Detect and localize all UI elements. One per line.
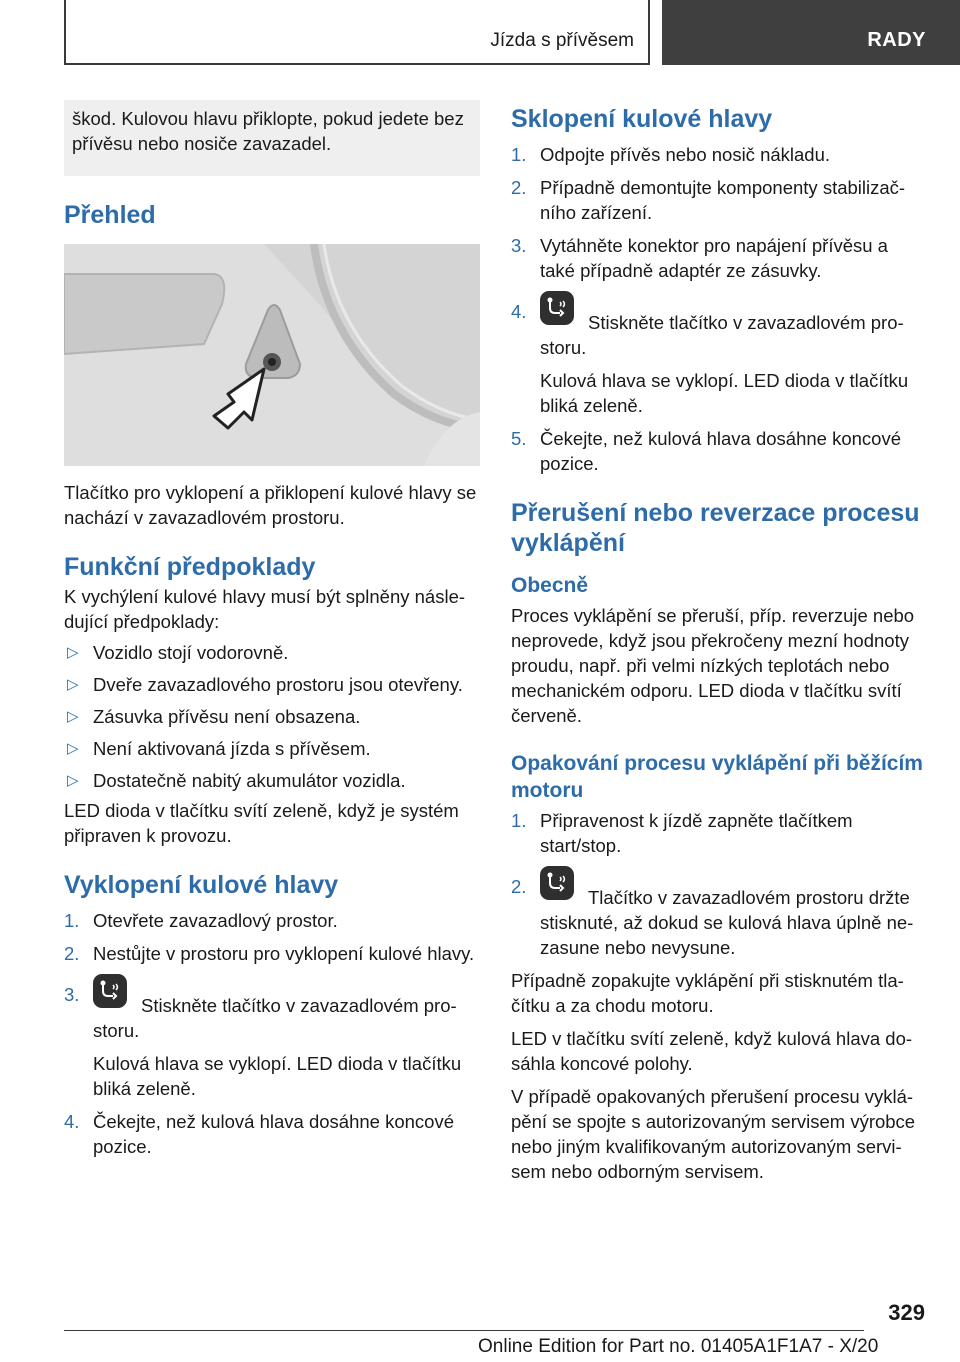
step-item: 2. Případně demontujte komponenty stabilizač‐ního zařízení.: [511, 177, 906, 223]
general-heading: Obecně: [511, 574, 589, 597]
step-item: 4. Stiskněte tlačítko v zavazadlovém pro‐storu. Kulová hlava se vyklopí. LED dioda v tlačítku bliká zeleně.: [511, 299, 927, 418]
chapter-tab-label: RADY: [867, 29, 926, 51]
step-item: 2. Tlačítko v zavazadlovém prostoru držte stisknuté, až dokud se kulová hlava úplně ne‐zasune nebo nevysune.: [511, 874, 927, 960]
triangle-bullet-icon: ▷: [67, 740, 79, 757]
tow-hitch-button-icon: [93, 974, 127, 1008]
tow-hitch-button-icon: [540, 291, 574, 325]
triangle-bullet-icon: ▷: [67, 772, 79, 789]
footer-divider: [64, 1330, 864, 1331]
step-item: 2. Nestůjte v prostoru pro vyklopení kulové hlavy.: [64, 943, 475, 964]
section-title-box: [64, 0, 650, 65]
step-item: 1. Otevřete zavazadlový prostor.: [64, 910, 338, 931]
unfold-heading: Vyklopení kulové hlavy: [64, 871, 339, 899]
prereq-intro: K vychýlení kulové hlavy musí být splněny násle‐dující předpoklady:: [64, 586, 466, 632]
list-item: ▷ Zásuvka přívěsu není obsazena.: [67, 706, 361, 727]
right-column: [511, 100, 927, 1184]
triangle-bullet-icon: ▷: [67, 644, 79, 661]
figure-caption: Tlačítko pro vyklopení a přiklopení kulové hlavy se nachází v zavazadlovém prostoru.: [64, 482, 477, 528]
repeat-p3: V případě opakovaných přerušení procesu vyklá‐pění se spojte s autorizovaným servisem výrobce nebo jiným kvalifikovaným autorizovaným servi‐sem nebo odborným servisem.: [511, 1086, 916, 1182]
continued-note-text: škod. Kulovou hlavu přiklopte, pokud jedete bez přívěsu nebo nosiče zavazadel.: [72, 108, 464, 154]
list-item: ▷ Dostatečně nabitý akumulátor vozidla.: [67, 770, 406, 791]
step-item: 3. Vytáhněte konektor pro napájení přívěsu a také případně adaptér ze zásuvky.: [511, 235, 888, 281]
prereq-list: [64, 640, 480, 793]
step-item: 4. Čekejte, než kulová hlava dosáhne koncové pozice.: [64, 1111, 454, 1157]
trunk-illustration: [64, 244, 480, 466]
page-header: [0, 0, 960, 66]
repeat-p2: LED v tlačítku svítí zeleně, když kulová hlava do‐sáhla koncové polohy.: [511, 1028, 913, 1074]
list-item: ▷ Není aktivovaná jízda s přívěsem.: [67, 738, 371, 759]
unfold-steps: [64, 908, 480, 1159]
triangle-bullet-icon: ▷: [67, 708, 79, 725]
edition-note: Online Edition for Part no. 01405A1F1A7 - X/20: [478, 1336, 879, 1357]
section-title: Jízda s přívěsem: [490, 30, 634, 51]
page-number: 329: [888, 1300, 925, 1325]
chapter-tab: [662, 0, 960, 65]
list-item: ▷ Vozidlo stojí vodorovně.: [67, 642, 289, 663]
triangle-bullet-icon: ▷: [67, 676, 79, 693]
prereq-note: LED dioda v tlačítku svítí zeleně, když je systém připraven k provozu.: [64, 800, 459, 846]
list-item: ▷ Dveře zavazadlového prostoru jsou otevřeny.: [67, 674, 463, 695]
repeat-p1: Případně zopakujte vyklápění při stisknutém tla‐čítku a za chodu motoru.: [511, 970, 904, 1016]
general-text: Proces vyklápění se přeruší, příp. reverzuje nebo neprovede, když jsou překročeny mezní hodnoty proudu, např. při velmi nízkých teplotách nebo mechanickém odporu. LED dioda v tlačítku svítí červeně.: [511, 605, 915, 726]
fold-steps: [511, 142, 927, 476]
fold-heading: Sklopení kulové hlavy: [511, 105, 773, 133]
overview-heading: Přehled: [64, 201, 156, 229]
step-item: 3. Stiskněte tlačítko v zavazadlovém pro‐storu. Kulová hlava se vyklopí. LED dioda v tlačítku bliká zeleně.: [64, 982, 480, 1101]
tow-hitch-button-icon: [540, 866, 574, 900]
trunk-button-figure: [64, 244, 480, 466]
step-item: 1. Připravenost k jízdě zapněte tlačítkem start/stop.: [511, 810, 853, 856]
left-column: [64, 100, 480, 1167]
prereq-heading: Funkční předpoklady: [64, 553, 316, 581]
repeat-steps: [511, 808, 927, 960]
interrupt-heading: Přerušení nebo reverzace procesu vyklápění: [511, 499, 920, 557]
step-item: 1. Odpojte přívěs nebo nosič nákladu.: [511, 144, 831, 165]
step-item: 5. Čekejte, než kulová hlava dosáhne koncové pozice.: [511, 428, 901, 474]
continued-note-box: [64, 100, 480, 176]
repeat-heading: Opakování procesu vyklápění při běžícím motoru: [511, 752, 923, 802]
